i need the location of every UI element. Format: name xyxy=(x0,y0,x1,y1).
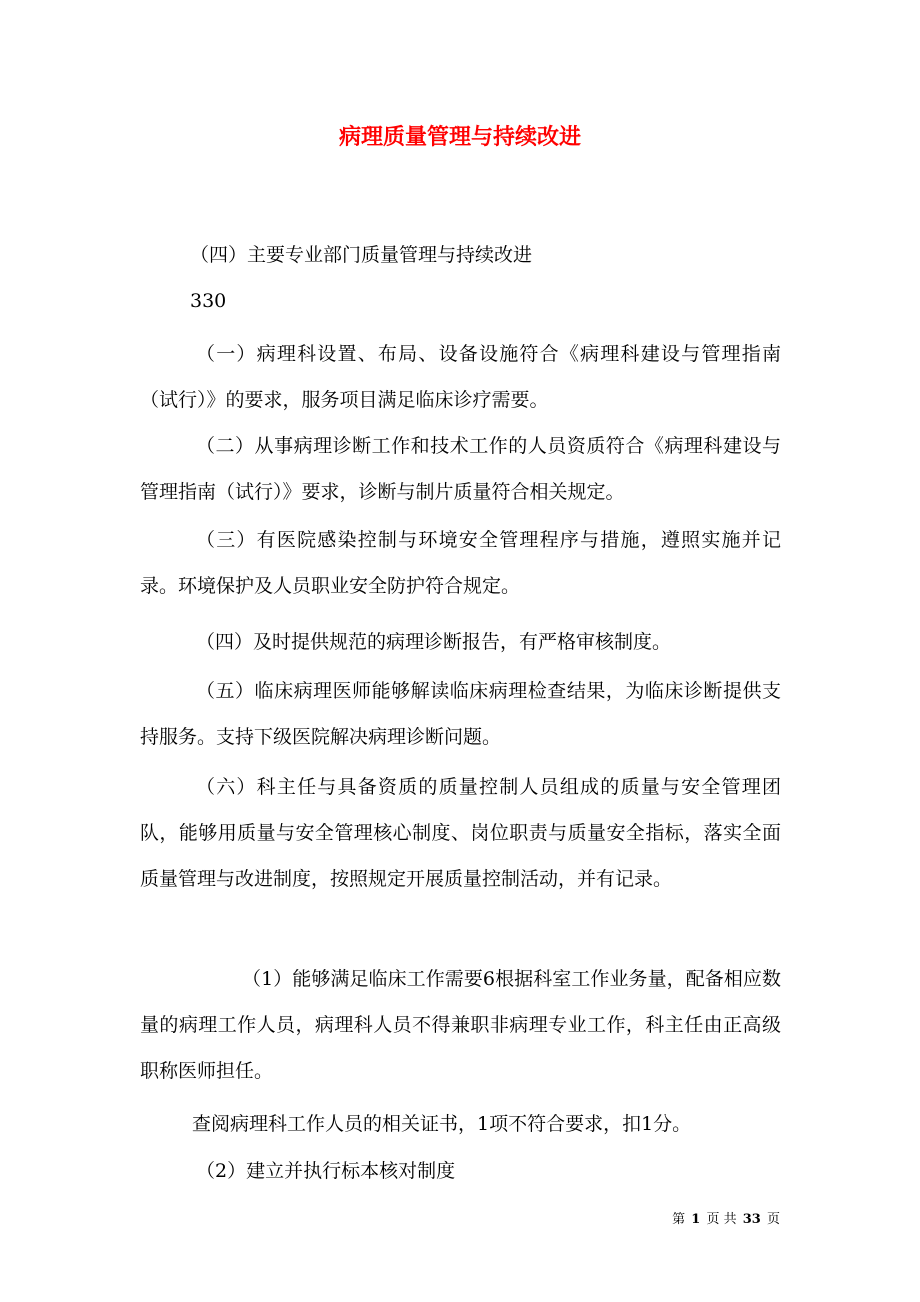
footer-total-pages: 33 xyxy=(742,1212,761,1227)
footer-middle: 页 共 xyxy=(706,1212,737,1227)
footer-prefix: 第 xyxy=(672,1212,686,1227)
sub-item-2: （2）建立并执行标本核对制度 xyxy=(196,1160,456,1182)
paragraph-item-4: （四）及时提供规范的病理诊断报告，有严格审核制度。 xyxy=(196,631,672,653)
sub-item-1: （1）能够满足临床工作需要6根据科室工作业务量，配备相应数量的病理工作人员，病理科人员不得兼职非病理专业工作，科主任由正高级职称医师担任。 xyxy=(140,968,781,1082)
scoring-note: 查阅病理科工作人员的相关证书，1项不符合要求，扣1分。 xyxy=(192,1113,692,1135)
paragraph-item-2: （二）从事病理诊断工作和技术工作的人员资质符合《病理科建设与管理指南（试行）》要求，诊断与制片质量符合相关规定。 xyxy=(140,435,781,503)
paragraph-item-5: （五）临床病理医师能够解读临床病理检查结果，为临床诊断提供支持服务。支持下级医院解决病理诊断问题。 xyxy=(140,680,781,748)
footer-page-number: 1 xyxy=(691,1212,701,1227)
paragraph-item-6: （六）科主任与具备资质的质量控制人员组成的质量与安全管理团队，能够用质量与安全管理核心制度、岗位职责与质量安全指标，落实全面质量管理与改进制度，按照规定开展质量控制活动，并有记录。 xyxy=(140,776,781,890)
paragraph-item-1: （一）病理科设置、布局、设备设施符合《病理科建设与管理指南（试行）》的要求，服务项目满足临床诊疗需要。 xyxy=(140,343,781,411)
section-heading: （四）主要专业部门质量管理与持续改进 xyxy=(190,244,533,266)
footer-suffix: 页 xyxy=(766,1212,780,1227)
document-title: 病理质量管理与持续改进 xyxy=(338,124,581,150)
page-footer xyxy=(670,1208,782,1227)
paragraph-item-3: （三）有医院感染控制与环境安全管理程序与措施，遵照实施并记录。环境保护及人员职业安全防护符合规定。 xyxy=(140,529,781,597)
section-number: 330 xyxy=(190,290,227,312)
